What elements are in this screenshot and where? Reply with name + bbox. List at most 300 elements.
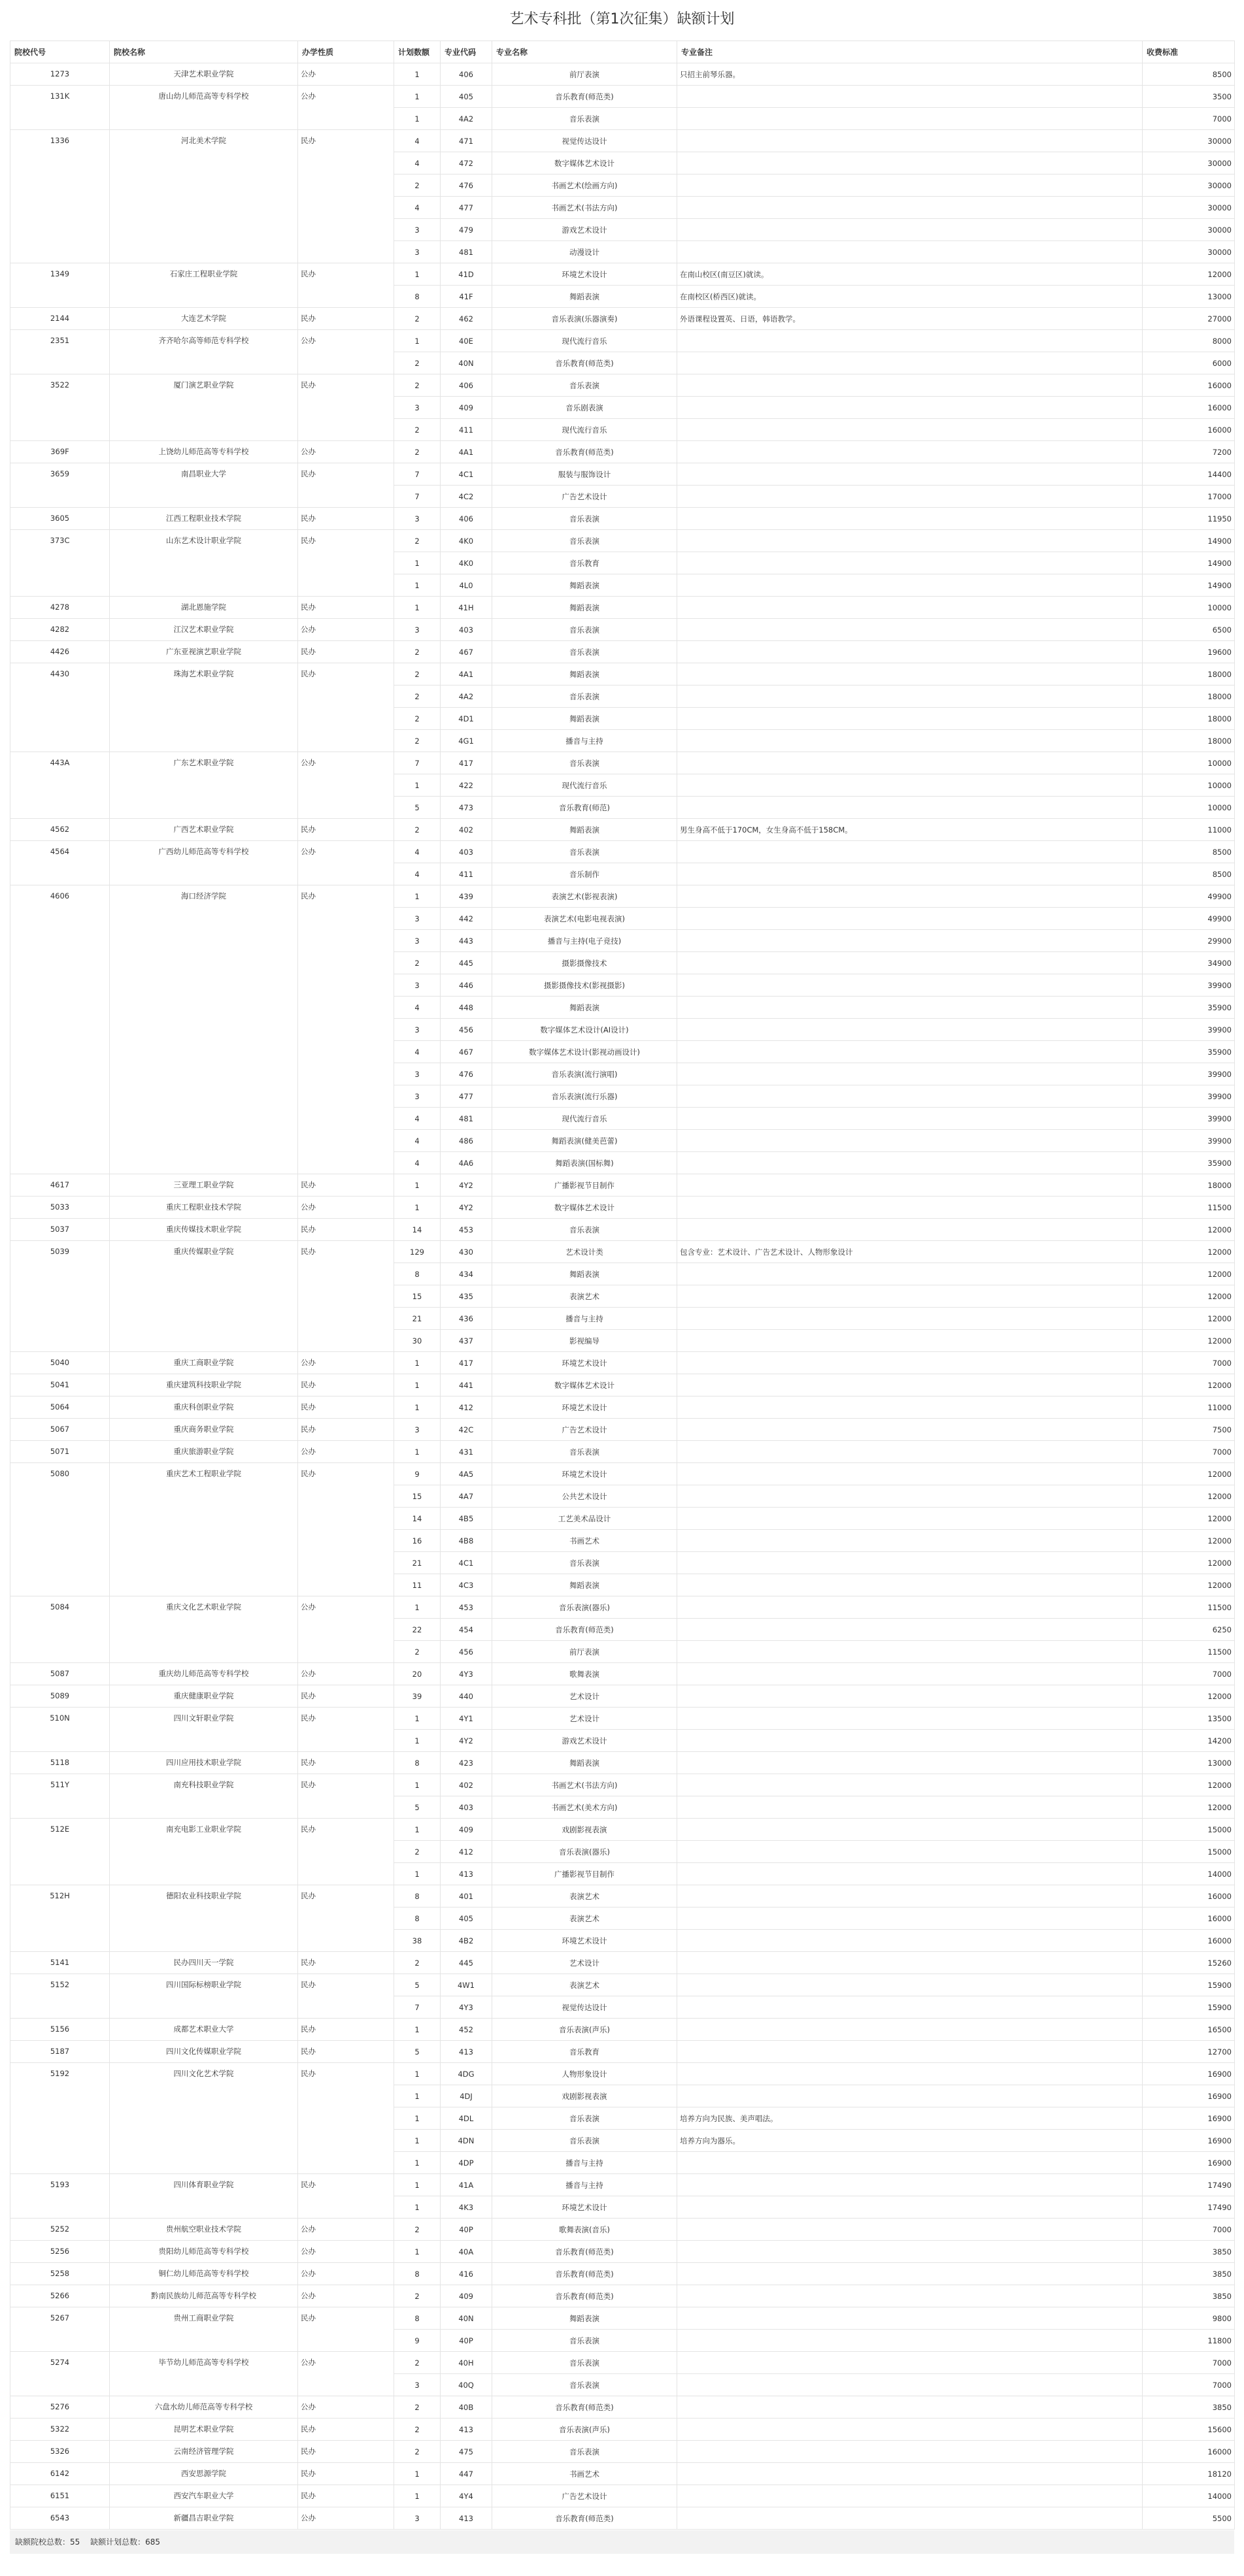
major-code-cell: 405 [441, 1907, 492, 1930]
table-row [10, 1374, 1235, 1396]
table-row [10, 374, 1235, 397]
school-name-cell: 湖北恩施学院 [110, 597, 298, 619]
plan-count-cell: 2 [394, 352, 441, 374]
plan-count-cell: 1 [394, 2174, 441, 2196]
major-code-cell: 446 [441, 974, 492, 997]
major-remark-cell [677, 1730, 1143, 1752]
table-row [10, 508, 1235, 530]
major-name-cell: 影视编导 [492, 1330, 677, 1352]
major-name-cell: 动漫设计 [492, 241, 677, 263]
major-remark-cell [677, 441, 1143, 463]
school-type-cell: 民办 [298, 530, 394, 597]
fee-cell: 39900 [1143, 1085, 1235, 1108]
table-row [10, 2485, 1235, 2507]
major-code-cell: 412 [441, 1396, 492, 1419]
fee-cell: 12000 [1143, 1374, 1235, 1396]
plan-count-cell: 1 [394, 263, 441, 286]
major-remark-cell [677, 419, 1143, 441]
major-remark-cell [677, 2241, 1143, 2263]
major-name-cell: 广播影视节目制作 [492, 1174, 677, 1197]
school-type-cell: 民办 [298, 463, 394, 508]
school-type-cell: 民办 [298, 1174, 394, 1197]
major-remark-cell [677, 2263, 1143, 2285]
plan-count-cell: 16 [394, 1530, 441, 1552]
major-remark-cell [677, 1641, 1143, 1663]
plan-count-cell: 1 [394, 2130, 441, 2152]
major-remark-cell [677, 1197, 1143, 1219]
school-type-cell: 公办 [298, 2352, 394, 2396]
table-row [10, 1974, 1235, 1996]
major-code-cell: 4C1 [441, 1552, 492, 1574]
plan-count-summary: 缺额计划总数：685 [90, 2537, 161, 2547]
major-name-cell: 播音与主持 [492, 1308, 677, 1330]
school-type-cell: 公办 [298, 841, 394, 885]
school-code-cell: 5037 [10, 1219, 110, 1241]
fee-cell: 14400 [1143, 463, 1235, 486]
fee-cell: 18000 [1143, 708, 1235, 730]
major-remark-cell [677, 2485, 1143, 2507]
plan-count-cell: 15 [394, 1285, 441, 1308]
plan-count-cell: 2 [394, 663, 441, 685]
major-remark-cell [677, 1285, 1143, 1308]
school-type-cell: 民办 [298, 1241, 394, 1352]
major-name-cell: 舞蹈表演 [492, 597, 677, 619]
major-code-cell: 4B2 [441, 1930, 492, 1952]
major-name-cell: 音乐表演(流行乐器) [492, 1085, 677, 1108]
major-code-cell: 4A2 [441, 108, 492, 130]
school-type-cell: 民办 [298, 1396, 394, 1419]
plan-count-cell: 3 [394, 908, 441, 930]
major-remark-cell [677, 619, 1143, 641]
major-code-cell: 40P [441, 2219, 492, 2241]
major-remark-cell [677, 752, 1143, 774]
school-code-cell: 5256 [10, 2241, 110, 2263]
plan-count-cell: 11 [394, 1574, 441, 1596]
major-code-cell: 4K0 [441, 552, 492, 574]
fee-cell: 13500 [1143, 1708, 1235, 1730]
plan-count-cell: 2 [394, 2441, 441, 2463]
school-type-cell: 公办 [298, 2241, 394, 2263]
school-type-cell: 公办 [298, 1596, 394, 1663]
fee-cell: 12000 [1143, 1285, 1235, 1308]
school-code-cell: 5087 [10, 1663, 110, 1685]
plan-count-cell: 1 [394, 2107, 441, 2130]
fee-cell: 35900 [1143, 1041, 1235, 1063]
plan-count-cell: 2 [394, 730, 441, 752]
major-name-cell: 戏剧影视表演 [492, 1819, 677, 1841]
major-code-cell: 452 [441, 2019, 492, 2041]
col-header-school-type: 办学性质 [298, 41, 394, 63]
school-name-cell: 重庆艺术工程职业学院 [110, 1463, 298, 1596]
table-row [10, 819, 1235, 841]
school-name-cell: 新疆昌吉职业学院 [110, 2507, 298, 2530]
fee-cell: 10000 [1143, 797, 1235, 819]
major-code-cell: 445 [441, 1952, 492, 1974]
major-remark-cell [677, 352, 1143, 374]
fee-cell: 7000 [1143, 1441, 1235, 1463]
fee-cell: 18000 [1143, 663, 1235, 685]
fee-cell: 16900 [1143, 2130, 1235, 2152]
plan-count-cell: 4 [394, 152, 441, 174]
major-code-cell: 4DL [441, 2107, 492, 2130]
school-code-cell: 5033 [10, 1197, 110, 1219]
major-remark-cell [677, 219, 1143, 241]
major-name-cell: 歌舞表演(音乐) [492, 2219, 677, 2241]
school-type-cell: 民办 [298, 1819, 394, 1885]
school-code-cell: 5152 [10, 1974, 110, 2019]
major-remark-cell [677, 2507, 1143, 2530]
school-name-cell: 昆明艺术职业学院 [110, 2419, 298, 2441]
major-name-cell: 舞蹈表演(国标舞) [492, 1152, 677, 1174]
table-row [10, 1396, 1235, 1419]
major-remark-cell [677, 1441, 1143, 1463]
major-code-cell: 4C2 [441, 486, 492, 508]
major-name-cell: 音乐表演(声乐) [492, 2019, 677, 2041]
fee-cell: 30000 [1143, 197, 1235, 219]
major-code-cell: 40Q [441, 2374, 492, 2396]
school-code-cell: 4430 [10, 663, 110, 752]
major-name-cell: 广告艺术设计 [492, 486, 677, 508]
major-remark-cell: 只招主前琴乐器。 [677, 63, 1143, 86]
fee-cell: 30000 [1143, 152, 1235, 174]
major-name-cell: 游戏艺术设计 [492, 219, 677, 241]
plan-count-cell: 1 [394, 63, 441, 86]
major-code-cell: 402 [441, 1774, 492, 1796]
fee-cell: 35900 [1143, 997, 1235, 1019]
major-code-cell: 4DJ [441, 2085, 492, 2107]
table-row [10, 1952, 1235, 1974]
major-code-cell: 417 [441, 752, 492, 774]
fee-cell: 11500 [1143, 1197, 1235, 1219]
table-row [10, 1197, 1235, 1219]
fee-cell: 10000 [1143, 597, 1235, 619]
major-name-cell: 广告艺术设计 [492, 1419, 677, 1441]
major-code-cell: 486 [441, 1130, 492, 1152]
fee-cell: 15900 [1143, 1996, 1235, 2019]
major-code-cell: 411 [441, 863, 492, 885]
fee-cell: 17490 [1143, 2196, 1235, 2219]
major-remark-cell: 在南校区(桥西区)就读。 [677, 286, 1143, 308]
plan-count-cell: 1 [394, 1708, 441, 1730]
table-row [10, 263, 1235, 286]
school-name-cell: 成都艺术职业大学 [110, 2019, 298, 2041]
plan-count-cell: 2 [394, 819, 441, 841]
major-remark-cell [677, 1685, 1143, 1708]
fee-cell: 3850 [1143, 2263, 1235, 2285]
major-code-cell: 435 [441, 1285, 492, 1308]
school-count-summary: 缺额院校总数：55 [15, 2537, 80, 2547]
table-row [10, 663, 1235, 685]
plan-count-cell: 4 [394, 863, 441, 885]
school-code-cell: 5089 [10, 1685, 110, 1708]
major-name-cell: 艺术设计类 [492, 1241, 677, 1263]
major-code-cell: 4Y3 [441, 1663, 492, 1685]
major-code-cell: 41D [441, 263, 492, 286]
fee-cell: 7000 [1143, 1663, 1235, 1685]
fee-cell: 30000 [1143, 174, 1235, 197]
school-name-cell: 广西幼儿师范高等专科学校 [110, 841, 298, 885]
school-code-cell: 4278 [10, 597, 110, 619]
major-remark-cell [677, 2152, 1143, 2174]
major-code-cell: 481 [441, 241, 492, 263]
school-name-cell: 重庆科创职业学院 [110, 1396, 298, 1419]
major-name-cell: 音乐教育(师范类) [492, 352, 677, 374]
school-name-cell: 四川文轩职业学院 [110, 1708, 298, 1752]
table-row [10, 1463, 1235, 1485]
major-name-cell: 音乐教育 [492, 2041, 677, 2063]
school-type-cell: 公办 [298, 2263, 394, 2285]
major-code-cell: 477 [441, 197, 492, 219]
school-code-cell: 5064 [10, 1396, 110, 1419]
school-name-cell: 四川文化传媒职业学院 [110, 2041, 298, 2063]
major-name-cell: 数字媒体艺术设计 [492, 152, 677, 174]
school-type-cell: 公办 [298, 1197, 394, 1219]
major-code-cell: 4B5 [441, 1508, 492, 1530]
table-row [10, 2019, 1235, 2041]
plan-count-cell: 4 [394, 1152, 441, 1174]
school-type-cell: 公办 [298, 2507, 394, 2530]
fee-cell: 13000 [1143, 1752, 1235, 1774]
major-name-cell: 公共艺术设计 [492, 1485, 677, 1508]
major-code-cell: 475 [441, 2441, 492, 2463]
major-name-cell: 书画艺术(绘画方向) [492, 174, 677, 197]
table-body [10, 63, 1235, 2530]
school-type-cell: 公办 [298, 752, 394, 819]
school-code-cell: 5274 [10, 2352, 110, 2396]
major-name-cell: 播音与主持 [492, 2174, 677, 2196]
major-remark-cell [677, 930, 1143, 952]
major-code-cell: 479 [441, 219, 492, 241]
major-remark-cell [677, 1663, 1143, 1685]
major-name-cell: 音乐教育(师范类) [492, 2396, 677, 2419]
major-remark-cell [677, 841, 1143, 863]
major-name-cell: 音乐教育(师范类) [492, 1619, 677, 1641]
table-row [10, 597, 1235, 619]
table-row [10, 641, 1235, 663]
major-name-cell: 舞蹈表演 [492, 663, 677, 685]
major-remark-cell [677, 1952, 1143, 1974]
major-remark-cell [677, 174, 1143, 197]
major-code-cell: 40N [441, 2307, 492, 2330]
major-name-cell: 音乐教育(师范) [492, 797, 677, 819]
plan-count-cell: 5 [394, 1796, 441, 1819]
major-remark-cell [677, 1308, 1143, 1330]
major-name-cell: 播音与主持 [492, 2152, 677, 2174]
major-name-cell: 音乐教育(师范类) [492, 2507, 677, 2530]
table-row [10, 619, 1235, 641]
major-code-cell: 453 [441, 1596, 492, 1619]
school-code-cell: 5266 [10, 2285, 110, 2307]
fee-cell: 18000 [1143, 730, 1235, 752]
plan-count-cell: 8 [394, 1752, 441, 1774]
school-code-cell: 131K [10, 86, 110, 130]
fee-cell: 12000 [1143, 1219, 1235, 1241]
school-code-cell: 5326 [10, 2441, 110, 2463]
major-remark-cell [677, 2174, 1143, 2196]
page-title: 艺术专科批（第1次征集）缺额计划 [509, 11, 735, 27]
plan-count-cell: 2 [394, 374, 441, 397]
major-remark-cell [677, 2374, 1143, 2396]
fee-cell: 16900 [1143, 2063, 1235, 2085]
fee-cell: 15260 [1143, 1952, 1235, 1974]
table-row [10, 1219, 1235, 1241]
school-name-cell: 四川文化艺术学院 [110, 2063, 298, 2174]
school-type-cell: 公办 [298, 2396, 394, 2419]
plan-count-cell: 5 [394, 2041, 441, 2063]
school-type-cell: 公办 [298, 2219, 394, 2241]
school-type-cell: 民办 [298, 1952, 394, 1974]
major-code-cell: 448 [441, 997, 492, 1019]
plan-count-cell: 1 [394, 2152, 441, 2174]
plan-count-cell: 1 [394, 597, 441, 619]
table-row [10, 463, 1235, 486]
table-row [10, 2507, 1235, 2530]
plan-count-cell: 3 [394, 619, 441, 641]
school-name-cell: 珠海艺术职业学院 [110, 663, 298, 752]
major-code-cell: 431 [441, 1441, 492, 1463]
fee-cell: 12000 [1143, 1552, 1235, 1574]
col-header-major-remark: 专业备注 [677, 41, 1143, 63]
fee-cell: 12000 [1143, 1308, 1235, 1330]
major-remark-cell [677, 1863, 1143, 1885]
plan-count-cell: 7 [394, 486, 441, 508]
school-code-cell: 5040 [10, 1352, 110, 1374]
fee-cell: 3500 [1143, 86, 1235, 108]
school-type-cell: 民办 [298, 1419, 394, 1441]
plan-count-cell: 129 [394, 1241, 441, 1263]
major-name-cell: 音乐表演 [492, 1552, 677, 1574]
school-type-cell: 民办 [298, 130, 394, 263]
plan-count-cell: 1 [394, 1596, 441, 1619]
major-name-cell: 服装与服饰设计 [492, 463, 677, 486]
plan-count-cell: 8 [394, 1885, 441, 1907]
major-remark-cell [677, 1463, 1143, 1485]
major-remark-cell [677, 1263, 1143, 1285]
major-code-cell: 4Y2 [441, 1197, 492, 1219]
plan-count-cell: 14 [394, 1508, 441, 1530]
school-type-cell: 民办 [298, 2419, 394, 2441]
plan-count-cell: 22 [394, 1619, 441, 1641]
major-name-cell: 音乐表演 [492, 619, 677, 641]
fee-cell: 10000 [1143, 774, 1235, 797]
plan-count-cell: 8 [394, 286, 441, 308]
major-name-cell: 游戏艺术设计 [492, 1730, 677, 1752]
major-code-cell: 4K0 [441, 530, 492, 552]
major-name-cell: 数字媒体艺术设计 [492, 1197, 677, 1219]
plan-count-cell: 1 [394, 1174, 441, 1197]
major-name-cell: 音乐教育(师范类) [492, 2263, 677, 2285]
fee-cell: 39900 [1143, 1130, 1235, 1152]
major-name-cell: 舞蹈表演 [492, 708, 677, 730]
major-code-cell: 40B [441, 2396, 492, 2419]
fee-cell: 29900 [1143, 930, 1235, 952]
table-row [10, 2419, 1235, 2441]
col-header-major-name: 专业名称 [492, 41, 677, 63]
major-name-cell: 数字媒体艺术设计 [492, 1374, 677, 1396]
plan-count-cell: 3 [394, 508, 441, 530]
major-remark-cell [677, 486, 1143, 508]
major-remark-cell [677, 1019, 1143, 1041]
major-remark-cell [677, 641, 1143, 663]
plan-count-cell: 2 [394, 1841, 441, 1863]
major-remark-cell [677, 2019, 1143, 2041]
major-name-cell: 播音与主持 [492, 730, 677, 752]
fee-cell: 12000 [1143, 1463, 1235, 1485]
fee-cell: 18120 [1143, 2463, 1235, 2485]
col-header-school-name: 院校名称 [110, 41, 298, 63]
plan-count-cell: 4 [394, 1130, 441, 1152]
school-name-cell: 唐山幼儿师范高等专科学校 [110, 86, 298, 130]
fee-cell: 16900 [1143, 2152, 1235, 2174]
school-code-cell: 5267 [10, 2307, 110, 2352]
fee-cell: 16500 [1143, 2019, 1235, 2041]
fee-cell: 14900 [1143, 552, 1235, 574]
fee-cell: 30000 [1143, 241, 1235, 263]
fee-cell: 11500 [1143, 1641, 1235, 1663]
fee-cell: 12000 [1143, 1330, 1235, 1352]
school-type-cell: 民办 [298, 508, 394, 530]
major-name-cell: 音乐教育(师范类) [492, 2241, 677, 2263]
major-code-cell: 40H [441, 2352, 492, 2374]
major-remark-cell [677, 1708, 1143, 1730]
school-type-cell: 民办 [298, 374, 394, 441]
plan-count-cell: 3 [394, 397, 441, 419]
school-name-cell: 四川应用技术职业学院 [110, 1752, 298, 1774]
major-code-cell: 4D1 [441, 708, 492, 730]
table-row [10, 1752, 1235, 1774]
fee-cell: 14200 [1143, 1730, 1235, 1752]
school-type-cell: 民办 [298, 1685, 394, 1708]
school-name-cell: 重庆工程职业技术学院 [110, 1197, 298, 1219]
major-name-cell: 表演艺术 [492, 1885, 677, 1907]
plan-count-cell: 7 [394, 463, 441, 486]
plan-count-cell: 3 [394, 1063, 441, 1085]
fee-cell: 35900 [1143, 1152, 1235, 1174]
major-name-cell: 艺术设计 [492, 1952, 677, 1974]
plan-count-cell: 2 [394, 685, 441, 708]
table-row [10, 1352, 1235, 1374]
table-row [10, 752, 1235, 774]
fee-cell: 12000 [1143, 1508, 1235, 1530]
school-type-cell: 民办 [298, 641, 394, 663]
school-name-cell: 四川国际标榜职业学院 [110, 1974, 298, 2019]
plan-count-cell: 7 [394, 1996, 441, 2019]
table-row [10, 1708, 1235, 1730]
major-name-cell: 舞蹈表演 [492, 1574, 677, 1596]
fee-cell: 15900 [1143, 1974, 1235, 1996]
major-code-cell: 4K3 [441, 2196, 492, 2219]
major-code-cell: 4A1 [441, 663, 492, 685]
fee-cell: 7200 [1143, 441, 1235, 463]
major-remark-cell [677, 952, 1143, 974]
plan-count-cell: 3 [394, 930, 441, 952]
major-remark-cell [677, 1796, 1143, 1819]
school-type-cell: 民办 [298, 2307, 394, 2352]
school-code-cell: 6151 [10, 2485, 110, 2507]
major-code-cell: 411 [441, 419, 492, 441]
major-code-cell: 413 [441, 1863, 492, 1885]
major-remark-cell [677, 2307, 1143, 2330]
school-name-cell: 南充电影工业职业学院 [110, 1819, 298, 1885]
fee-cell: 11950 [1143, 508, 1235, 530]
school-code-cell: 5080 [10, 1463, 110, 1596]
table-row [10, 2241, 1235, 2263]
school-type-cell: 民办 [298, 2174, 394, 2219]
school-type-cell: 民办 [298, 308, 394, 330]
school-name-cell: 黔南民族幼儿师范高等专科学校 [110, 2285, 298, 2307]
school-type-cell: 民办 [298, 2441, 394, 2463]
plan-count-cell: 5 [394, 1974, 441, 1996]
